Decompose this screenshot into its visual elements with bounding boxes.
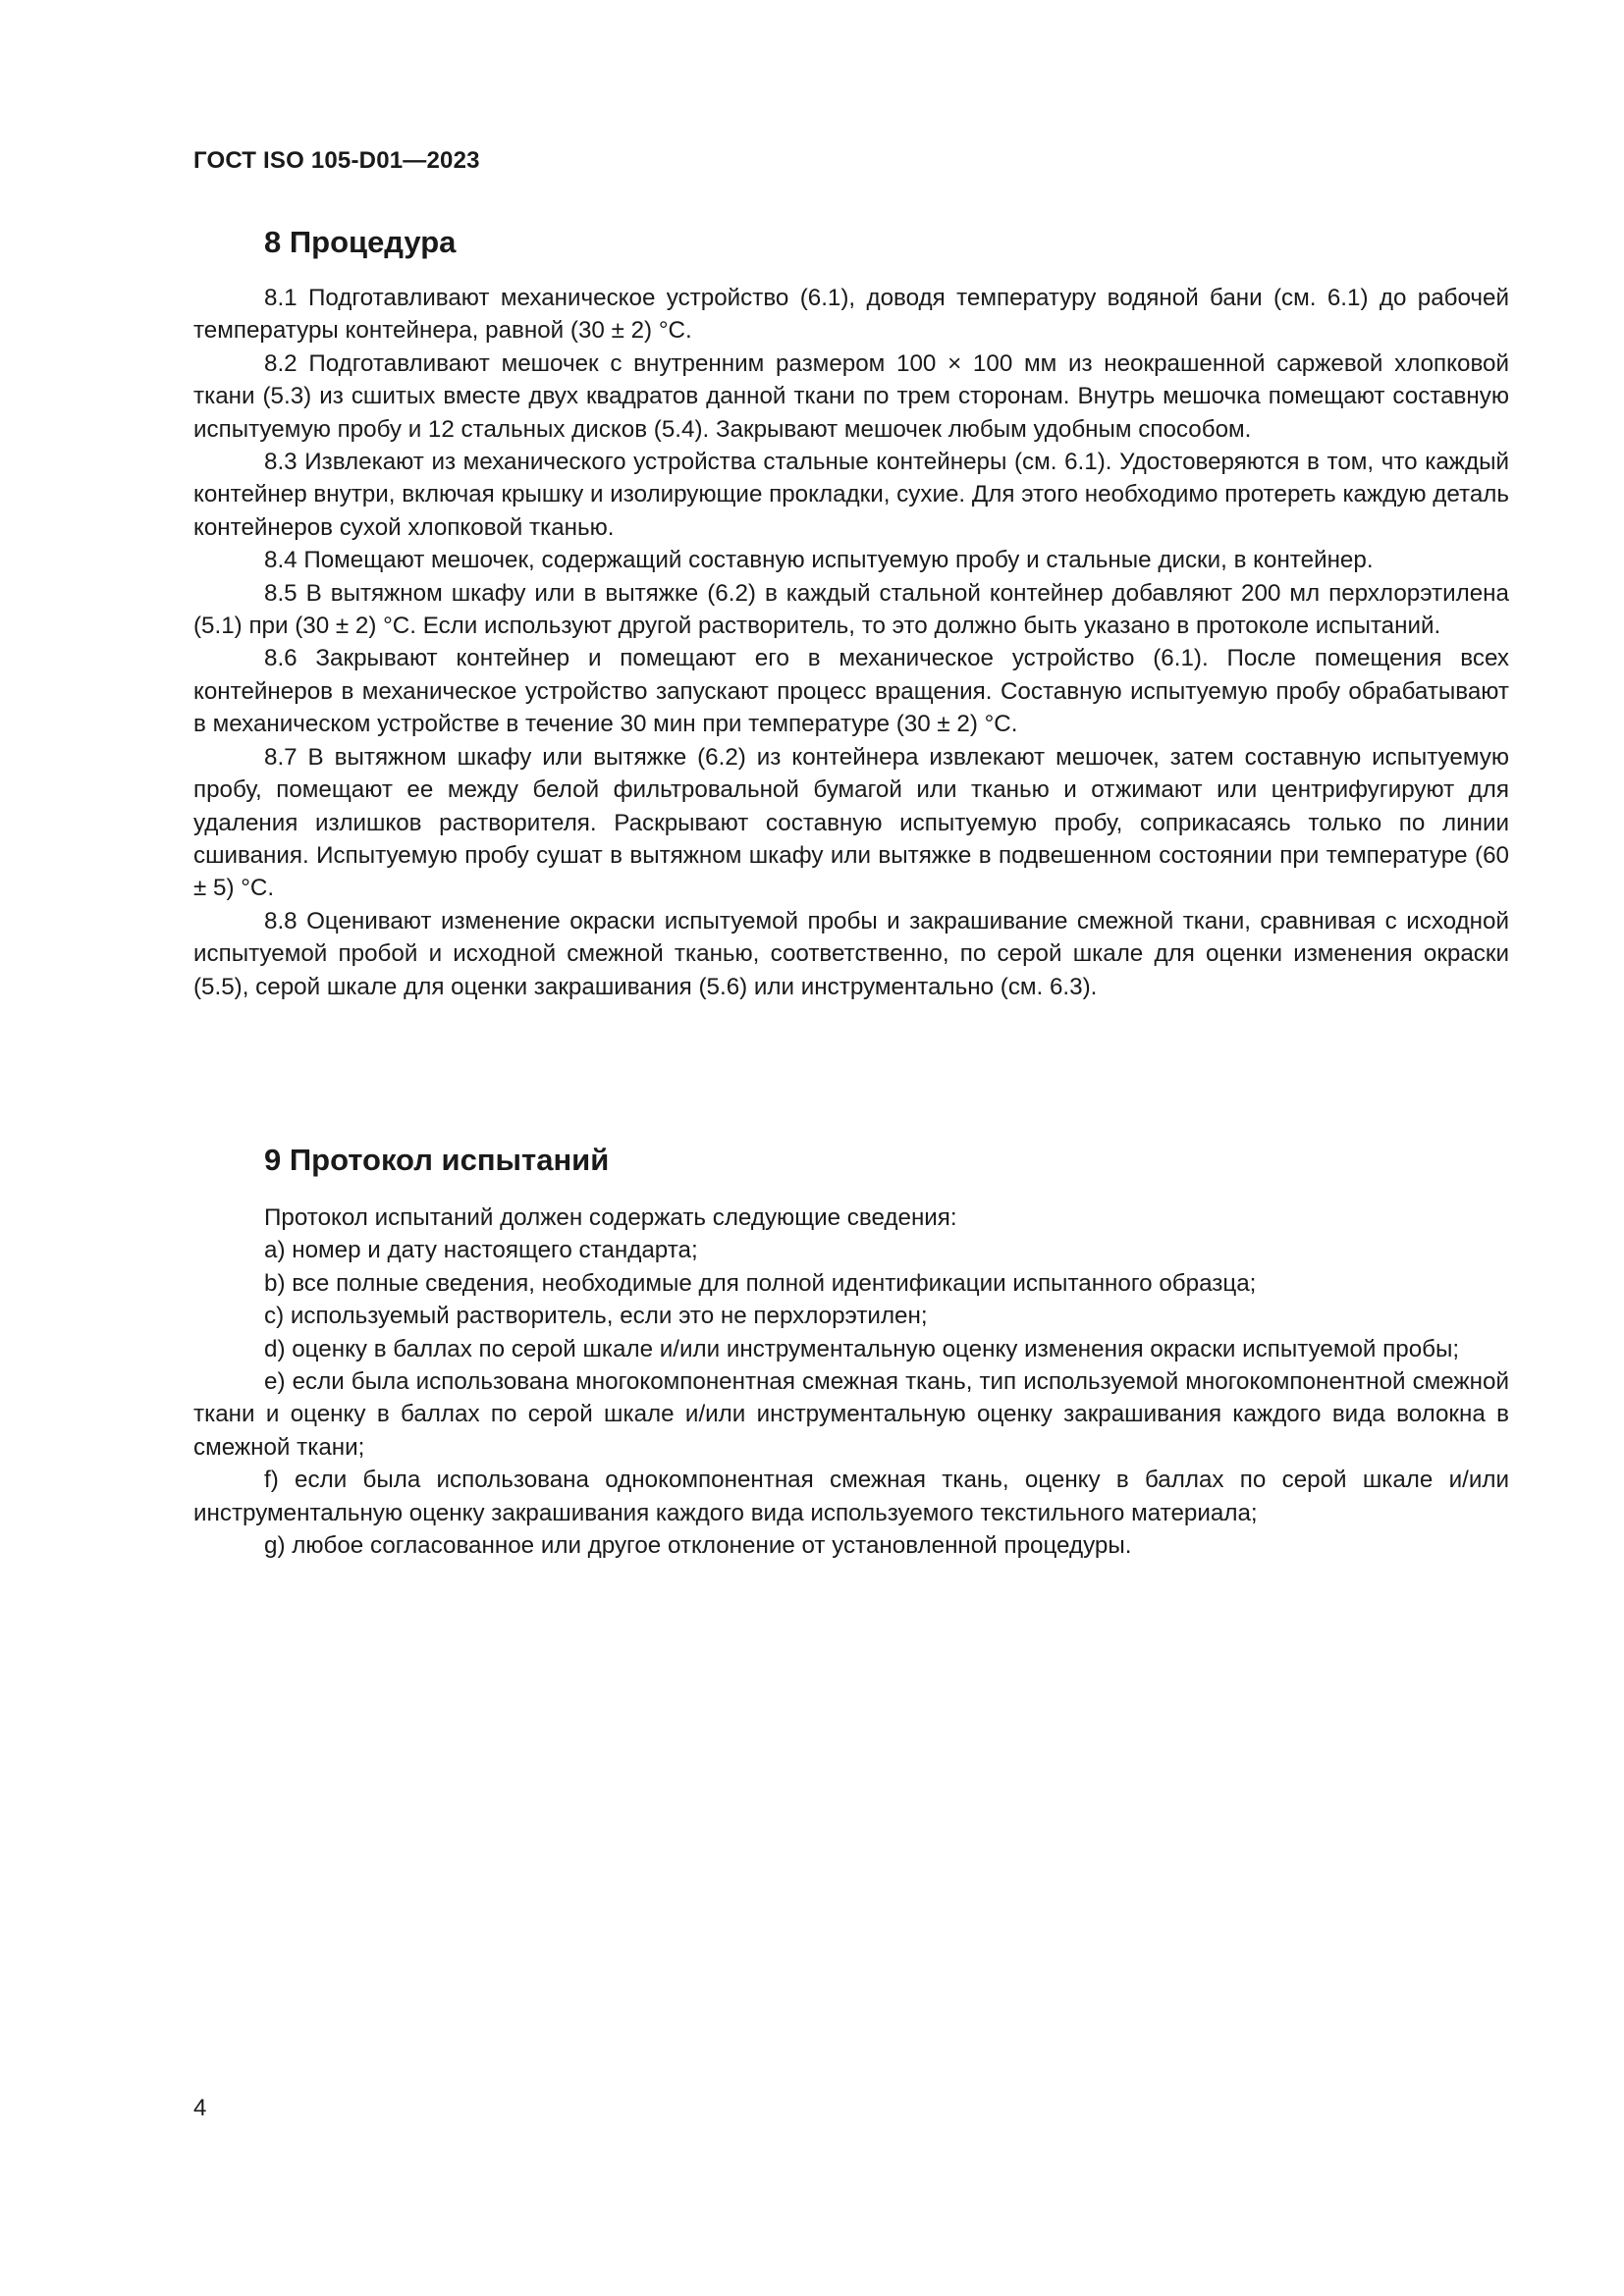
- report-item-a: a) номер и дату настоящего стандарта;: [264, 1237, 698, 1264]
- report-item-b: b) все полные сведения, необходимые для полной идентификации испытанного образца;: [264, 1269, 1257, 1297]
- paragraph-8-4: 8.4 Помещают мешочек, содержащий составную испытуемую пробу и стальные диски, в контейнер.: [264, 547, 1374, 574]
- report-intro: Протокол испытаний должен содержать следующие сведения:: [264, 1204, 957, 1231]
- report-item-c: c) используемый растворитель, если это не перхлорэтилен;: [264, 1303, 928, 1330]
- paragraph-8-2: 8.2 Подготавливают мешочек с внутренним размером 100 × 100 мм из неокрашенной саржевой хлопковой ткани (5.3) из сшитых вместе двух квадратов данной ткани по трем сторонам. Внутрь мешочка помещают составную испытуемую пробу и 12 стальных дисков (5.4). Закрывают мешочек любым удобным способом.: [193, 349, 1509, 443]
- paragraph-8-8: 8.8 Оценивают изменение окраски испытуемой пробы и закрашивание смежной ткани, сравнивая с исходной испытуемой пробой и исходной смежной тканью, соответственно, по серой шкале для оценки изменения окраски (5.5), серой шкале для оценки закрашивания (5.6) или инструментально (см. 6.3).: [193, 907, 1509, 1000]
- paragraph-8-5: 8.5 В вытяжном шкафу или в вытяжке (6.2) в каждый стальной контейнер добавляют 200 мл перхлорэтилена (5.1) при (30 ± 2) °С. Если используют другой растворитель, то это должно быть указано в протоколе испытаний.: [193, 579, 1509, 640]
- section-title-test-report: 9 Протокол испытаний: [264, 1143, 610, 1177]
- page-number: 4: [193, 2095, 207, 2121]
- paragraph-8-7: 8.7 В вытяжном шкафу или вытяжке (6.2) из контейнера извлекают мешочек, затем составную испытуемую пробу, помещают ее между белой фильтровальной бумагой или тканью и отжимают или центрифугируют для удаления излишков растворителя. Раскрывают составную испытуемую пробу, соприкасаясь только по линии сшивания. Испытуемую пробу сушат в вытяжном шкафу или вытяжке в подвешенном состоянии при температуре (60 ± 5) °С.: [193, 743, 1509, 902]
- paragraph-8-1: 8.1 Подготавливают механическое устройство (6.1), доводя температуру водяной бани (см. 6.1) до рабочей температуры контейнера, равной (30 ± 2) °С.: [193, 285, 1509, 345]
- paragraph-8-6: 8.6 Закрывают контейнер и помещают его в механическое устройство (6.1). После помещения всех контейнеров в механическое устройство запускают процесс вращения. Составную испытуемую пробу обрабатывают в механическом устройстве в течение 30 мин при температуре (30 ± 2) °С.: [193, 645, 1509, 738]
- document-code-header: ГОСТ ISO 105-D01—2023: [193, 147, 480, 174]
- report-item-e: e) если была использована многокомпонентная смежная ткань, тип используемой многокомпонентной смежной ткани и оценку в баллах по серой шкале и/или инструментальную оценку закрашивания каждого вида волокна в смежной ткани;: [193, 1368, 1509, 1461]
- report-item-d: d) оценку в баллах по серой шкале и/или инструментальную оценку изменения окраски испытуемой пробы;: [264, 1335, 1460, 1362]
- section-procedure: [193, 223, 1509, 1003]
- report-item-f: f) если была использована однокомпонентная смежная ткань, оценку в баллах по серой шкале и/или инструментальную оценку закрашивания каждого вида используемого текстильного материала;: [193, 1467, 1509, 1526]
- section-title-procedure: 8 Процедура: [264, 225, 457, 259]
- paragraph-8-3: 8.3 Извлекают из механического устройства стальные контейнеры (см. 6.1). Удостоверяются в том, что каждый контейнер внутри, включая крышку и изолирующие прокладки, сухие. Для этого необходимо протереть каждую деталь контейнеров сухой хлопковой тканью.: [193, 449, 1509, 541]
- report-item-g: g) любое согласованное или другое отклонение от установленной процедуры.: [264, 1532, 1132, 1560]
- section-test-report: [193, 1141, 1509, 1562]
